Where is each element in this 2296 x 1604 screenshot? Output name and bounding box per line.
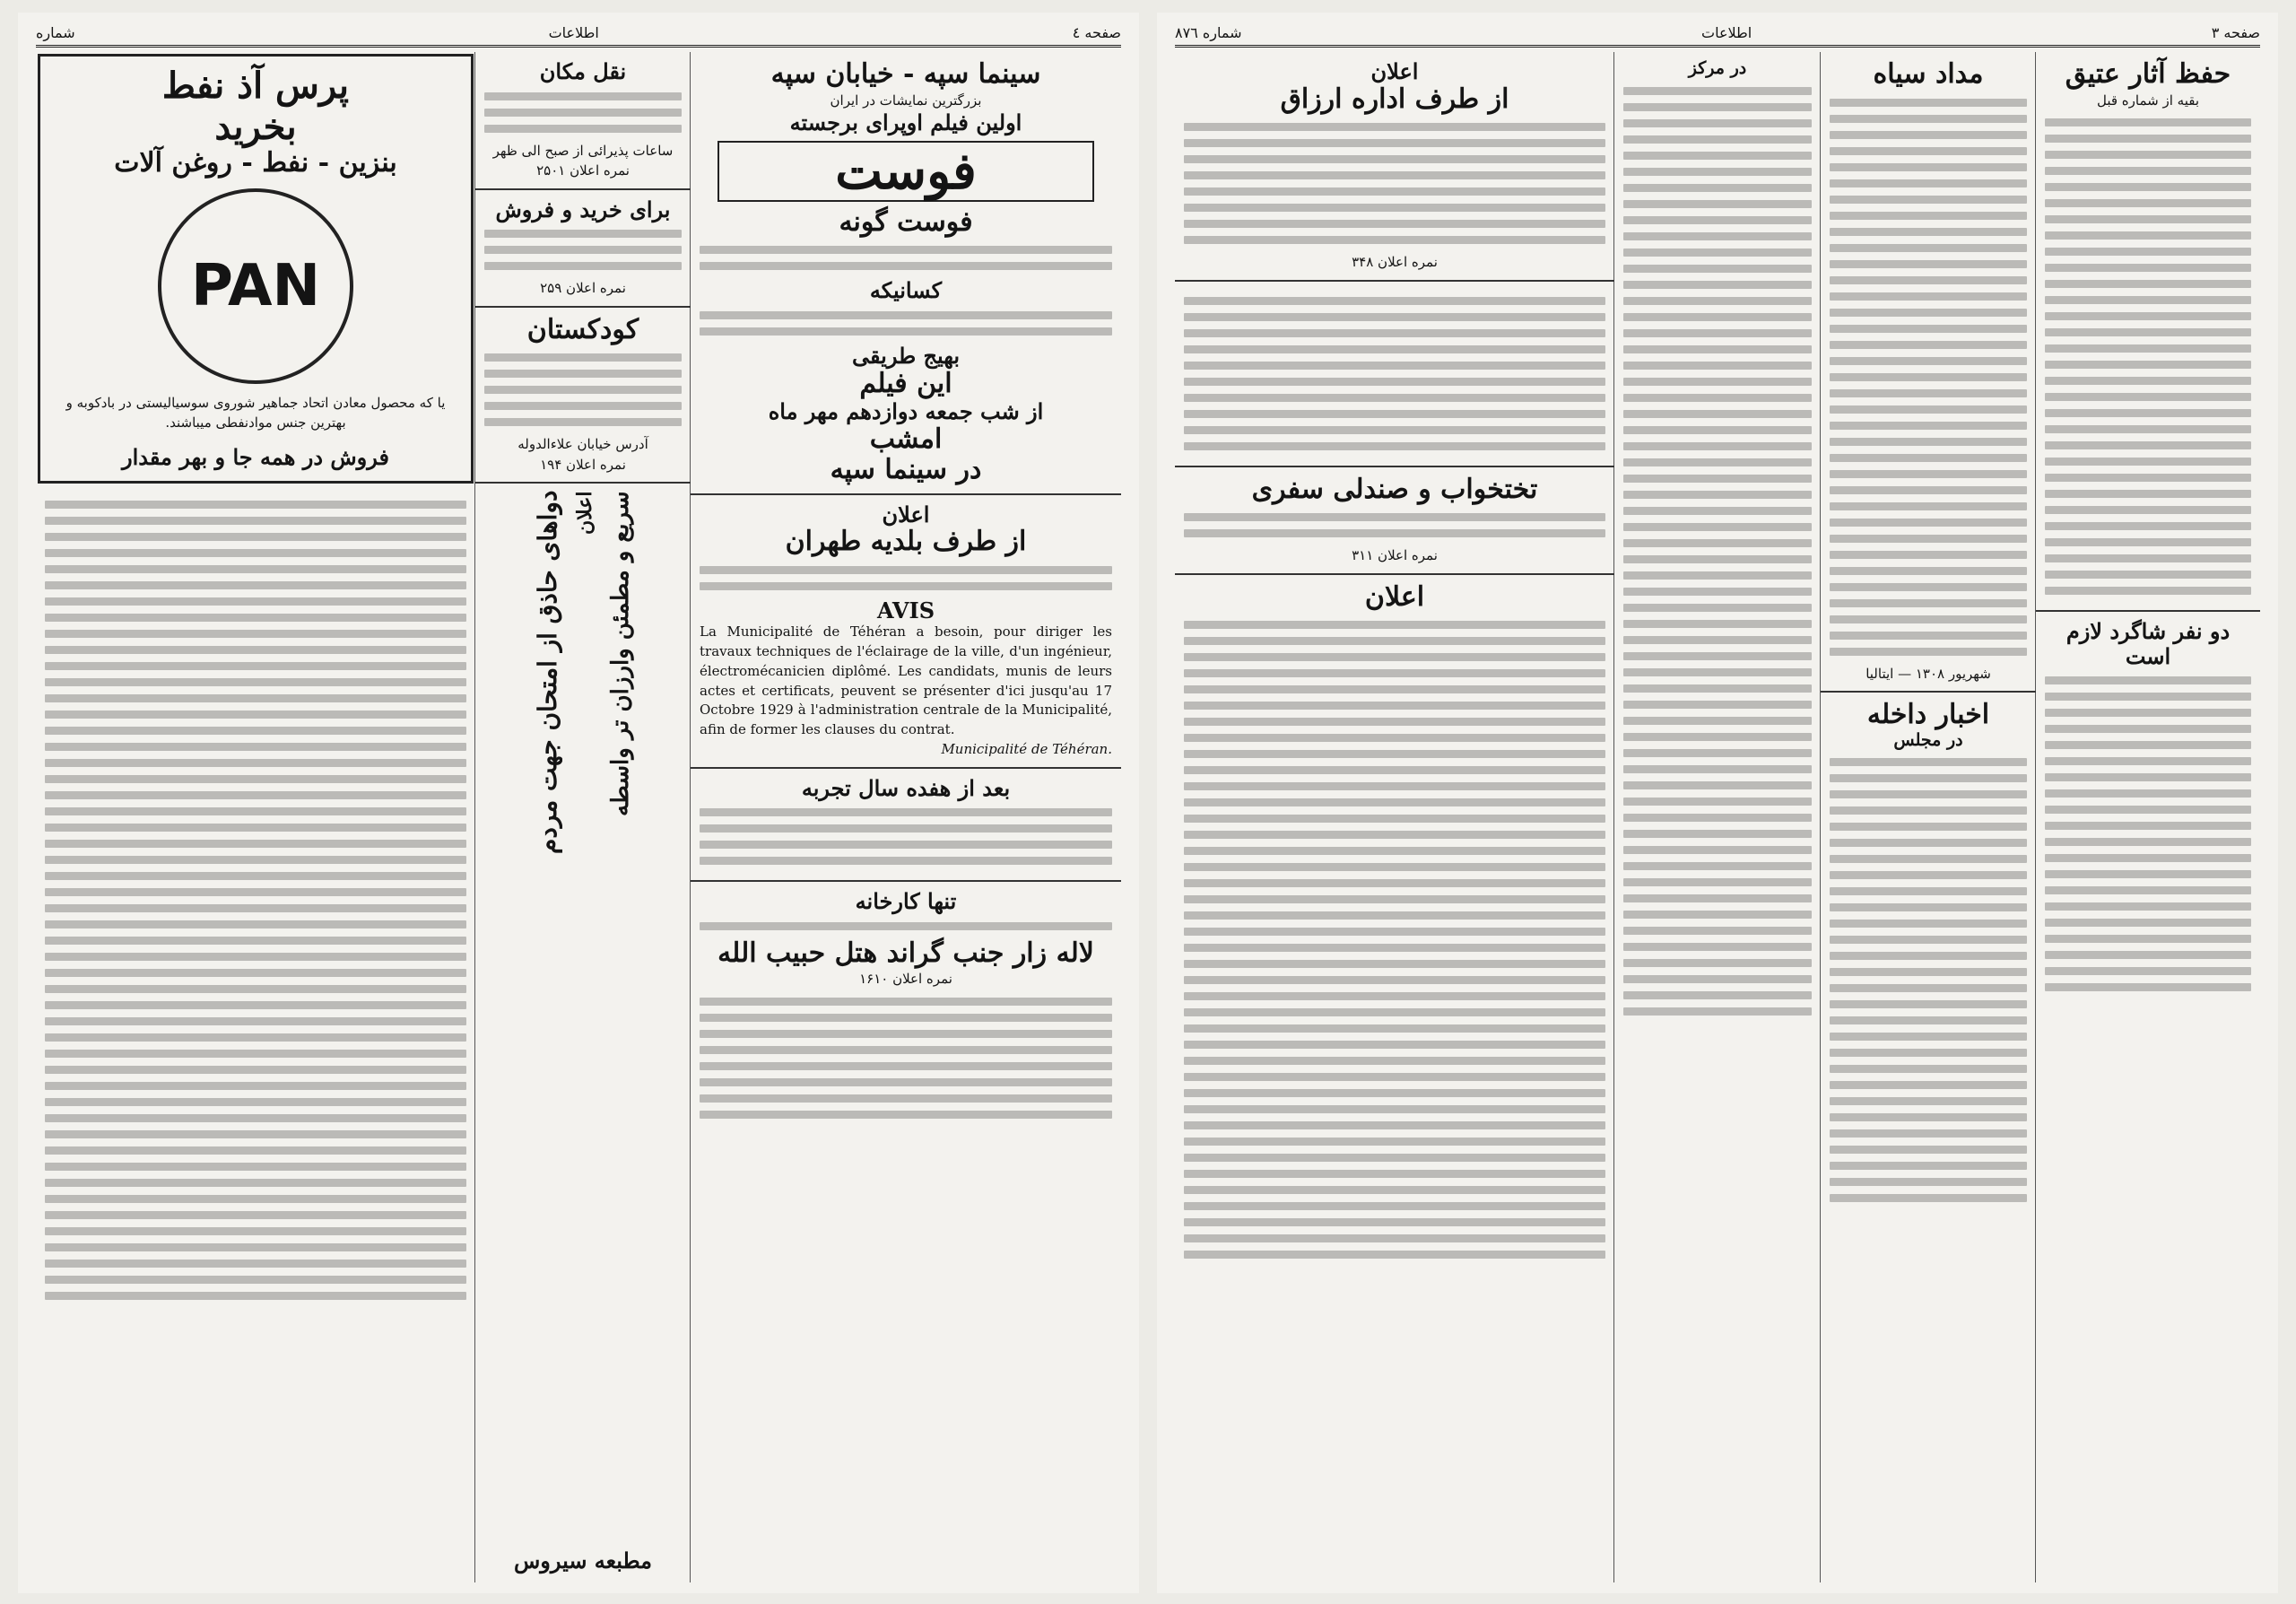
apprentices-ad [2036, 612, 2260, 1007]
right-newspaper-page [1157, 13, 2278, 1593]
workshop-ad [691, 882, 1121, 1134]
ink-article [1821, 52, 2036, 693]
screening-date: از شب جمعه دوازدهم مهر ماه [768, 398, 1044, 425]
announce-number: نمره اعلان ۳۴۸ [1352, 254, 1438, 271]
move-hours: ساعات پذیرائی از صبح الی ظهر [492, 142, 674, 159]
oil-footer: فروش در همه جا و بهر مقدار [122, 443, 389, 470]
beds-number: نمره اعلان ۳۱۱ [1352, 547, 1438, 564]
kindergarten-address: آدرس خیابان علاءالدوله [517, 436, 648, 453]
registry-notices [36, 485, 475, 1315]
cinema-headline: اولین فیلم اوپرای برجسته [789, 109, 1022, 135]
column-1 [2035, 52, 2260, 1582]
running-header [36, 20, 1121, 48]
registry-notice [1175, 282, 1614, 467]
beds-ad [1175, 467, 1614, 575]
move-number: نمره اعلان ۲۵۰۱ [536, 162, 630, 179]
film-label: این فیلم [859, 367, 952, 399]
workshop-title: تنها کارخانه [855, 888, 957, 915]
vertical-ads [475, 484, 691, 1305]
film-title: فوست [718, 141, 1094, 202]
paper-name: اطلاعات [548, 23, 599, 41]
column-3 [1613, 52, 1821, 1582]
council-title: در مجلس [1893, 729, 1963, 750]
column-2 [1820, 52, 2036, 1582]
supply-notice [1175, 52, 1614, 282]
medicine-ad: دواهای حاذق از امتحان جهت مردم [532, 491, 562, 855]
antiquities-title: حفظ آثار عتیق [2065, 58, 2231, 90]
vertical-notice: اعلان [572, 491, 596, 535]
announce2-title: اعلان [1364, 580, 1425, 613]
trade-title: برای خرید و فروش [495, 196, 671, 222]
announce-from: از طرف اداره ارزاق [1280, 83, 1509, 115]
avis-title: AVIS [876, 597, 935, 623]
issue-number: شماره [36, 23, 75, 41]
oil-products: بنزین - نفط - روغن آلات [114, 147, 397, 179]
fast-ad: سریع و مطمئن وارزان تر واسطه [606, 491, 634, 816]
announce-title: اعلان [1370, 58, 1419, 84]
capital-title: در مرکز [1688, 58, 1747, 78]
oil-body: یا که محصول معادن اتحاد جماهیر شوروی سوسیالیستی در بادکوبه و بهترین جنس موادنفطی میباشند. [65, 394, 446, 431]
cinema-subtitle: بزرگترین نمایشات در ایران [830, 92, 982, 109]
beds-title: تختخواب و صندلی سفری [1251, 473, 1538, 505]
workshop-line: لاله زار جنب گراند هتل حبیب الله [718, 937, 1094, 969]
move-title: نقل مکان [539, 58, 627, 84]
actor-line: کسانیکه [869, 277, 943, 304]
dateline-right: شهریور ۱۳۰۸ [1915, 665, 1991, 682]
kindergarten-number: نمره اعلان ۱۹۴ [540, 456, 626, 473]
cinema-title: سینما سپه - خیابان سپه [770, 58, 1041, 90]
trade-number: نمره اعلان ۲۵۹ [540, 280, 626, 297]
kindergarten-title: کودکستان [526, 313, 639, 345]
star-logo-icon: PAN [158, 188, 353, 384]
tonight-label: امشب [869, 423, 943, 455]
cinema-venue: در سینما سپه [830, 454, 982, 486]
issue-number: شماره ٨٧٦ [1175, 23, 1242, 41]
cinema-ad [691, 52, 1121, 495]
experience-title: بعد از هفده سال تجربه [801, 774, 1011, 801]
dateline: شهریور ۱۳۰۸ — ایتالیا [1866, 665, 1991, 682]
capital-news [1614, 52, 1821, 1031]
left-newspaper-page [18, 13, 1139, 1593]
avis-signature: Municipalité de Téhéran. [941, 740, 1112, 757]
column-1 [690, 52, 1121, 1582]
column-4 [1175, 52, 1614, 1582]
antiquities-sub: بقیه از شماره قبل [2096, 92, 2200, 109]
page-number: صفحه ٤ [1072, 23, 1121, 41]
column-2 [474, 52, 691, 1582]
antiquities-article [2036, 52, 2260, 612]
municipality-notice [691, 495, 1121, 769]
oil-ad [38, 54, 474, 484]
printer-name: مطبعه سیروس [513, 1547, 653, 1574]
domestic-news [1821, 693, 2036, 1217]
experience-ad [691, 769, 1121, 883]
workshop-number: نمره اعلان ۱۶۱۰ [859, 971, 952, 988]
film-composer: فوست گونه [839, 205, 973, 238]
page-number: صفحه ۳ [2211, 23, 2260, 41]
avis-text: La Municipalité de Téhéran a besoin, pour diriger les travaux techniques de l'éclairage de la ville, d'un ingénieur, électromécanicien diplômé. Les candidats, munis de leurs actes et certificats, peuvent se présenter d'ici jusqu'au 17 Octobre 1929 à l'administration centrale de la Municipalité, afin de former les clauses du contrat. [700, 623, 1112, 738]
domestic-title: اخبار داخله [1866, 699, 1990, 730]
column-3 [36, 52, 475, 1582]
paper-name: اطلاعات [1701, 23, 1752, 41]
actor-line-2: بهیج طریقی [852, 343, 960, 370]
trade-ad [475, 190, 691, 308]
running-header [1175, 20, 2260, 48]
oil-headline: پرس آذ نفط [161, 65, 350, 107]
notice-title: اعلان [882, 501, 930, 527]
dateline-left: ایتالیا [1866, 665, 1894, 682]
apprentices-title: دو نفر شاگرد لازم است [2066, 618, 2231, 669]
oil-buy: بخرید [214, 106, 297, 148]
ink-title: مداد سیاه [1873, 58, 1984, 90]
general-notice [1175, 575, 1614, 1275]
move-ad [475, 52, 691, 190]
notice-from: از طرف بلدیه طهران [785, 526, 1027, 558]
kindergarten-ad [475, 308, 691, 484]
